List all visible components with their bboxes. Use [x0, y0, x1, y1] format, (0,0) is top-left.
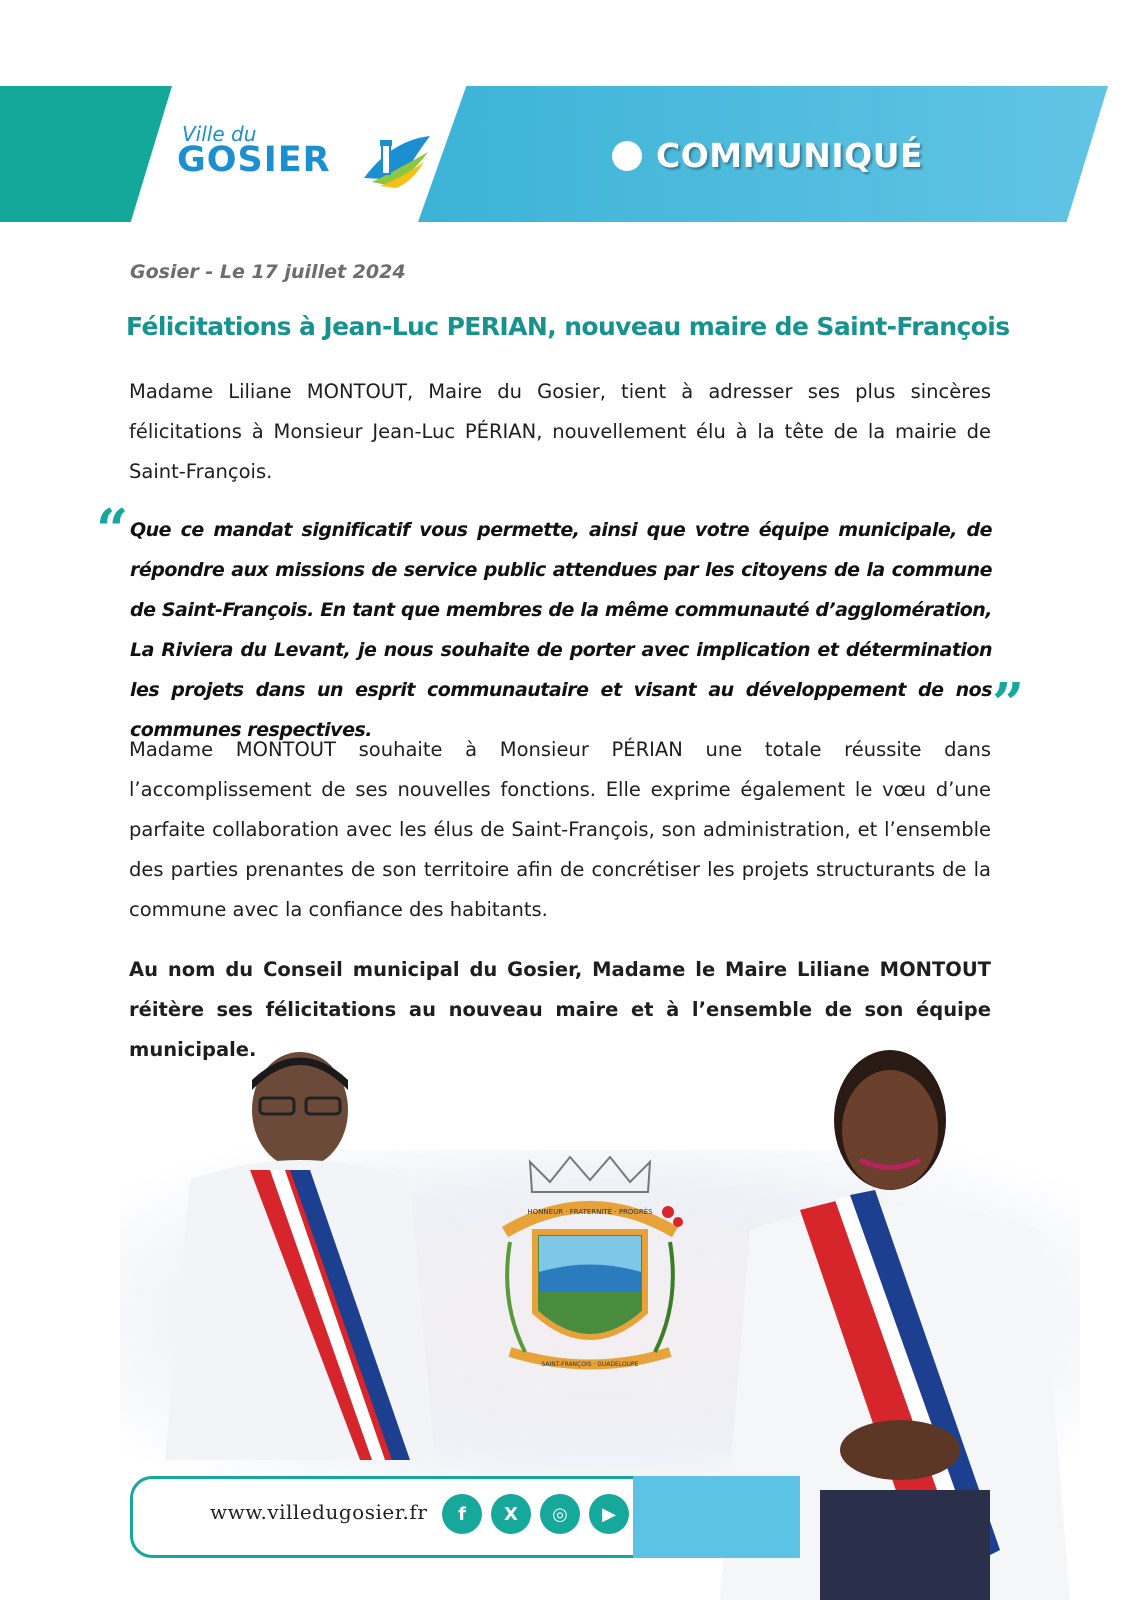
- logo-text-small: Ville du: [182, 122, 257, 146]
- lighthouse-wave-icon: [362, 130, 432, 190]
- logo-text-big: GOSIER: [177, 140, 331, 180]
- header-teal-band: [0, 86, 172, 222]
- crest-motto: HONNEUR · FRATERNITÉ · PROGRÈS: [527, 1208, 653, 1216]
- open-quote-icon: “: [96, 497, 129, 563]
- crest-place: SAINT-FRANÇOIS · GUADELOUPE: [541, 1361, 639, 1368]
- intro-paragraph: Madame Liliane MONTOUT, Maire du Gosier, tient à adresser ses plus sincères félicitations à Monsieur Jean-Luc PÉRIAN, nouvellement élu à la tête de la mairie de Saint-François.: [129, 380, 991, 483]
- ville-du-gosier-logo[interactable]: [172, 122, 432, 192]
- closing-paragraph: Au nom du Conseil municipal du Gosier, Madame le Maire Liliane MONTOUT réitère ses félicitations au nouveau maire et à l’ensemble de son équipe municipale.: [129, 958, 991, 1061]
- facebook-icon[interactable]: f: [442, 1494, 482, 1534]
- social-links: [442, 1494, 629, 1534]
- dateline: Gosier - Le 17 juillet 2024: [130, 261, 406, 283]
- x-twitter-icon[interactable]: X: [491, 1494, 531, 1534]
- saint-francois-crest: [490, 1152, 690, 1392]
- communique-badge: [612, 136, 923, 175]
- footer-bar: [130, 1476, 870, 1558]
- communique-label: COMMUNIQUÉ: [656, 136, 924, 175]
- mayor-perian-photo: [160, 1040, 450, 1460]
- quote-block: Que ce mandat significatif vous permette, ainsi que votre équipe municipale, de répondre aux missions de service public attendues par les citoyens de la commune de Saint-François. En tant que membres de la même communauté d’agglomération, La Riviera du Levant, je nous souhaite de porter avec implication et détermination les projets dans un esprit communautaire et visant au développement de nos communes respectives.: [130, 519, 992, 741]
- youtube-icon[interactable]: ▶: [589, 1494, 629, 1534]
- body-paragraph: Madame MONTOUT souhaite à Monsieur PÉRIAN une totale réussite dans l’accomplissement de ses nouvelles fonctions. Elle exprime également le vœu d’une parfaite collaboration avec les élus de Saint-François, son administration, et l’ensemble des parties prenantes de son territoire afin de concrétiser les projets structurants de la commune avec la confiance des habitants.: [129, 738, 991, 921]
- page-title: Félicitations à Jean-Luc PERIAN, nouveau maire de Saint-François: [126, 312, 1010, 341]
- website-link[interactable]: www.villedugosier.fr: [210, 1500, 428, 1524]
- close-quote-icon: ”: [992, 671, 1025, 737]
- instagram-icon[interactable]: ◎: [540, 1494, 580, 1534]
- bullet-dot-icon: [612, 141, 642, 171]
